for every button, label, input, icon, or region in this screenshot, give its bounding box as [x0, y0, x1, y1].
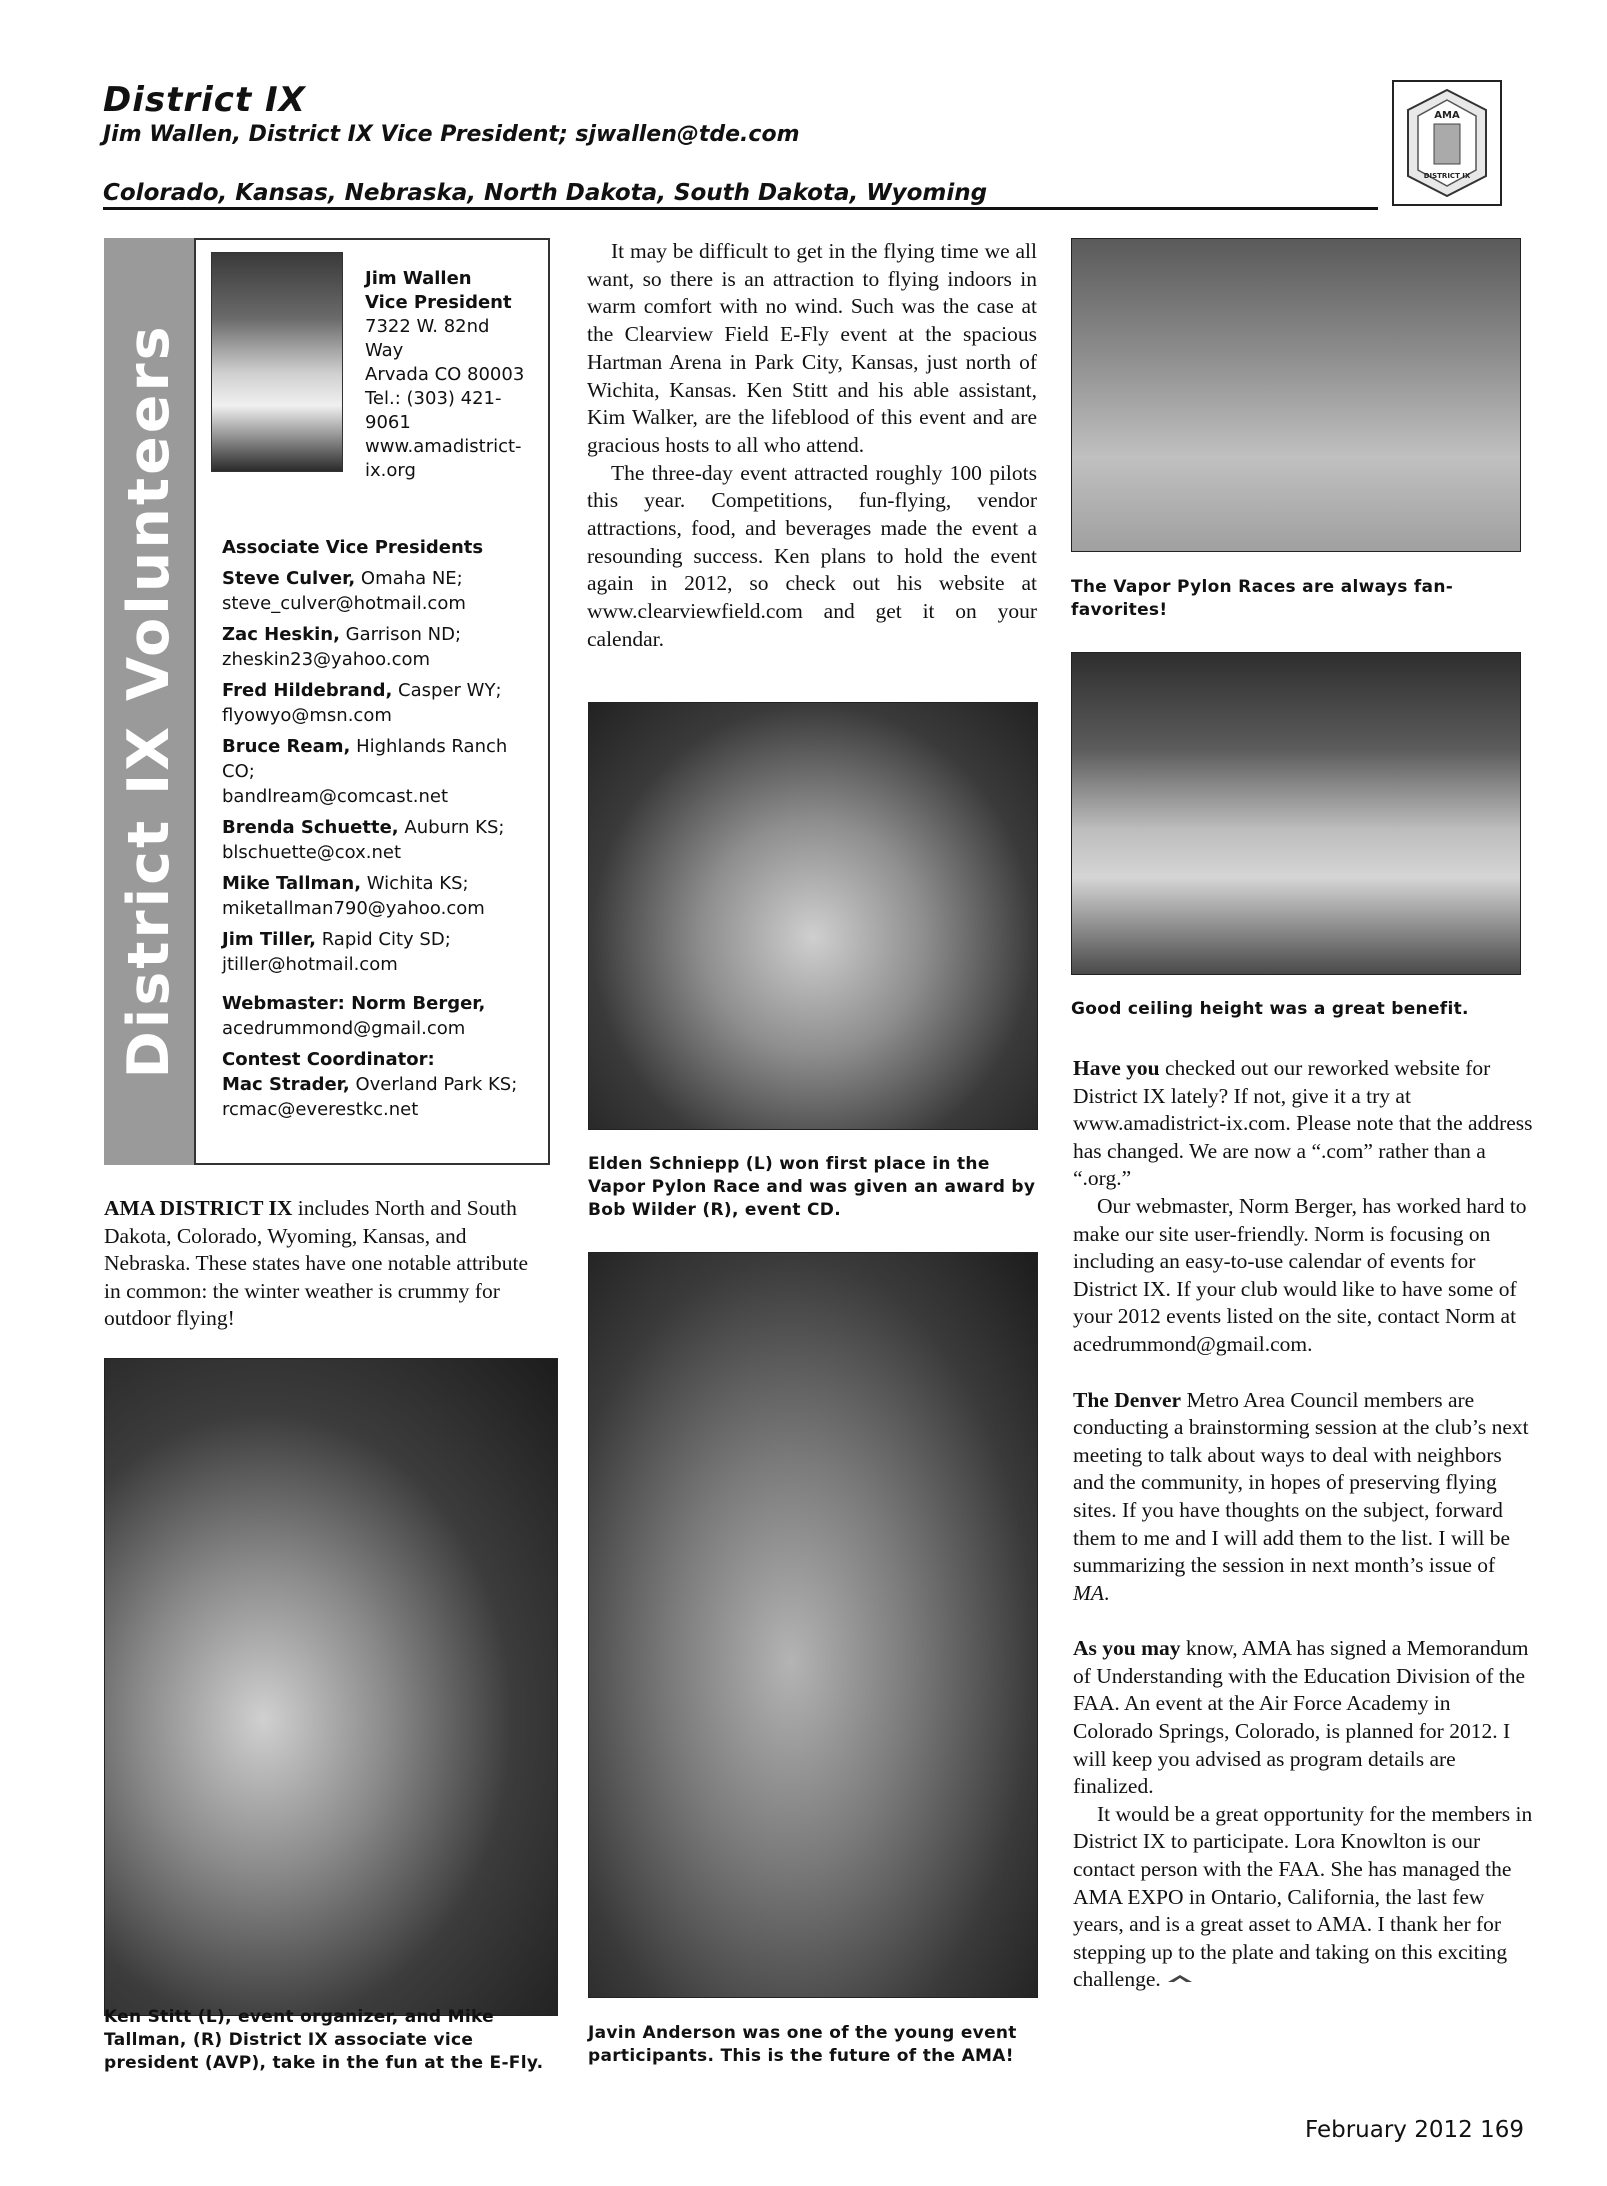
webmaster-entry: Webmaster: Norm Berger, acedrummond@gmail.com: [222, 993, 486, 1039]
caption-stitt-tallman: Ken Stitt (L), event organizer, and Mike Tallman, (R) District IX associate vice president (AVP), take in the fun at the E-Fly.: [104, 2007, 544, 2073]
vp-name: Jim Wallen: [365, 268, 472, 289]
states-line: Colorado, Kansas, Nebraska, North Dakota, South Dakota, Wyoming: [103, 180, 988, 206]
vp-tel: Tel.: (303) 421-9061: [365, 388, 502, 433]
paragraph: It may be difficult to get in the flying time we all want, so there is an attraction to flying indoors in warm comfort with no wind. Such was the case at the Clearview Field E-Fly event at the spacious Hartman Arena in Park City, Kansas, just north of Wichita, Kansas. Ken Stitt and his able assistant, Kim Walker, are the lifeblood of this event and are gracious hosts to all who attend.: [587, 239, 1037, 457]
list-item: Jim Tiller, Rapid City SD; jtiller@hotmail.com: [222, 929, 451, 975]
vp-street: 7322 W. 82nd: [365, 316, 490, 337]
volunteers-band: [104, 238, 194, 1165]
vice-president-contact: [365, 267, 545, 483]
caption-arena-ceiling: Good ceiling height was a great benefit.: [1071, 999, 1469, 1019]
vice-president-line: Jim Wallen, District IX Vice President; sjwallen@tde.com: [103, 122, 800, 147]
caption-vapor-pylon-races: The Vapor Pylon Races are always fan-favorites!: [1071, 577, 1454, 620]
header-rule: [103, 207, 1378, 210]
list-item: Steve Culver, Omaha NE; steve_culver@hotmail.com: [222, 568, 466, 614]
paragraph: Have you checked out our reworked website for District IX lately? If not, give it a try at www.amadistrict-ix.com. Please note that the address has changed. We are now a “.com” rather than a “.org.”: [1073, 1056, 1533, 1191]
paragraph: It would be a great opportunity for the members in District IX to participate. Lora Knowlton is our contact person with the FAA. She has managed the AMA EXPO in Ontario, California, the last few years, and is a great asset to AMA. I thank her for stepping up to the plate and taking on this exciting challenge.: [1073, 1801, 1533, 1992]
page-number: 169: [1480, 2117, 1524, 2143]
photo-javin-anderson: [588, 1252, 1038, 1998]
vp-title: Vice President: [365, 292, 512, 313]
paragraph: Our webmaster, Norm Berger, has worked hard to make our site user-friendly. Norm is focusing on including an easy-to-use calendar of events for District IX. If your club would like to have some of your 2012 events listed on the site, contact Norm at acedrummond@gmail.com.: [1073, 1193, 1527, 1356]
vp-city: Arvada CO 80003: [365, 364, 525, 385]
associate-vp-heading: Associate Vice Presidents: [222, 537, 484, 558]
paragraph: The three-day event attracted roughly 100 pilots this year. Competitions, fun-flying, vendor attractions, food, and beverages made the event a resounding success. Ken plans to hold the event again in 2012, so check out his website at www.clearviewfield.com and get it on your calendar.: [587, 460, 1037, 651]
list-item: Brenda Schuette, Auburn KS; blschuette@cox.net: [222, 817, 505, 863]
list-item: Fred Hildebrand, Casper WY; flyowyo@msn.com: [222, 680, 502, 726]
ama-end-mark-icon: [1166, 1972, 1194, 1986]
logo-bottom-text: DISTRICT IX: [1423, 172, 1471, 180]
logo-top-text: AMA: [1434, 110, 1460, 121]
list-item: Mike Tallman, Wichita KS; miketallman790@yahoo.com: [222, 873, 485, 919]
issue-date: February 2012: [1305, 2117, 1473, 2143]
district-emblem-icon: [1394, 82, 1500, 204]
district-logo: [1392, 80, 1502, 206]
paragraph: The Denver Metro Area Council members are conducting a brainstorming session at the club’s next meeting to talk about ways to deal with neighbors and the community, in hopes of preserving flying sites. If you have thoughts on the subject, forward them to me and I will add them to the list. I will be summarizing the session in next month’s issue of MA.: [1073, 1387, 1529, 1605]
associate-vp-list: [222, 535, 542, 1122]
vp-street2: Way: [365, 340, 404, 361]
list-item: Zac Heskin, Garrison ND; zheskin23@yahoo.com: [222, 624, 462, 670]
section-title: District IX: [103, 80, 306, 120]
vice-president-photo: [211, 252, 343, 472]
photo-arena-ceiling: [1071, 652, 1521, 975]
contest-coordinator-entry: Contest Coordinator: Mac Strader, Overland Park KS; rcmac@everestkc.net: [222, 1049, 518, 1120]
article-column-3: [1073, 1055, 1533, 1994]
caption-javin-anderson: Javin Anderson was one of the young event participants. This is the future of the AMA!: [588, 2023, 1017, 2066]
caption-schniepp-wilder: Elden Schniepp (L) won first place in the Vapor Pylon Race and was given an award by Bob Wilder (R), event CD.: [588, 1154, 1036, 1220]
page-footer: [1305, 2117, 1524, 2143]
article-column-2: [587, 238, 1037, 654]
list-item: Bruce Ream, Highlands Ranch CO; bandlream@comcast.net: [222, 736, 508, 807]
vp-web: www.amadistrict-ix.org: [365, 436, 522, 481]
paragraph: As you may know, AMA has signed a Memorandum of Understanding with the Education Division of the FAA. An event at the Air Force Academy in Colorado Springs, Colorado, is planned for 2012. I will keep you advised as program details are finalized.: [1073, 1636, 1529, 1799]
photo-schniepp-wilder: [588, 702, 1038, 1130]
photo-vapor-pylon-races: [1071, 238, 1521, 552]
volunteers-band-label: District IX Volunteers: [116, 323, 182, 1079]
photo-stitt-tallman: [104, 1358, 558, 2016]
intro-paragraph: AMA DISTRICT IX includes North and South Dakota, Colorado, Wyoming, Kansas, and Nebraska. These states have one notable attribute in common: the winter weather is crummy for outdoor flying!: [104, 1196, 529, 1330]
